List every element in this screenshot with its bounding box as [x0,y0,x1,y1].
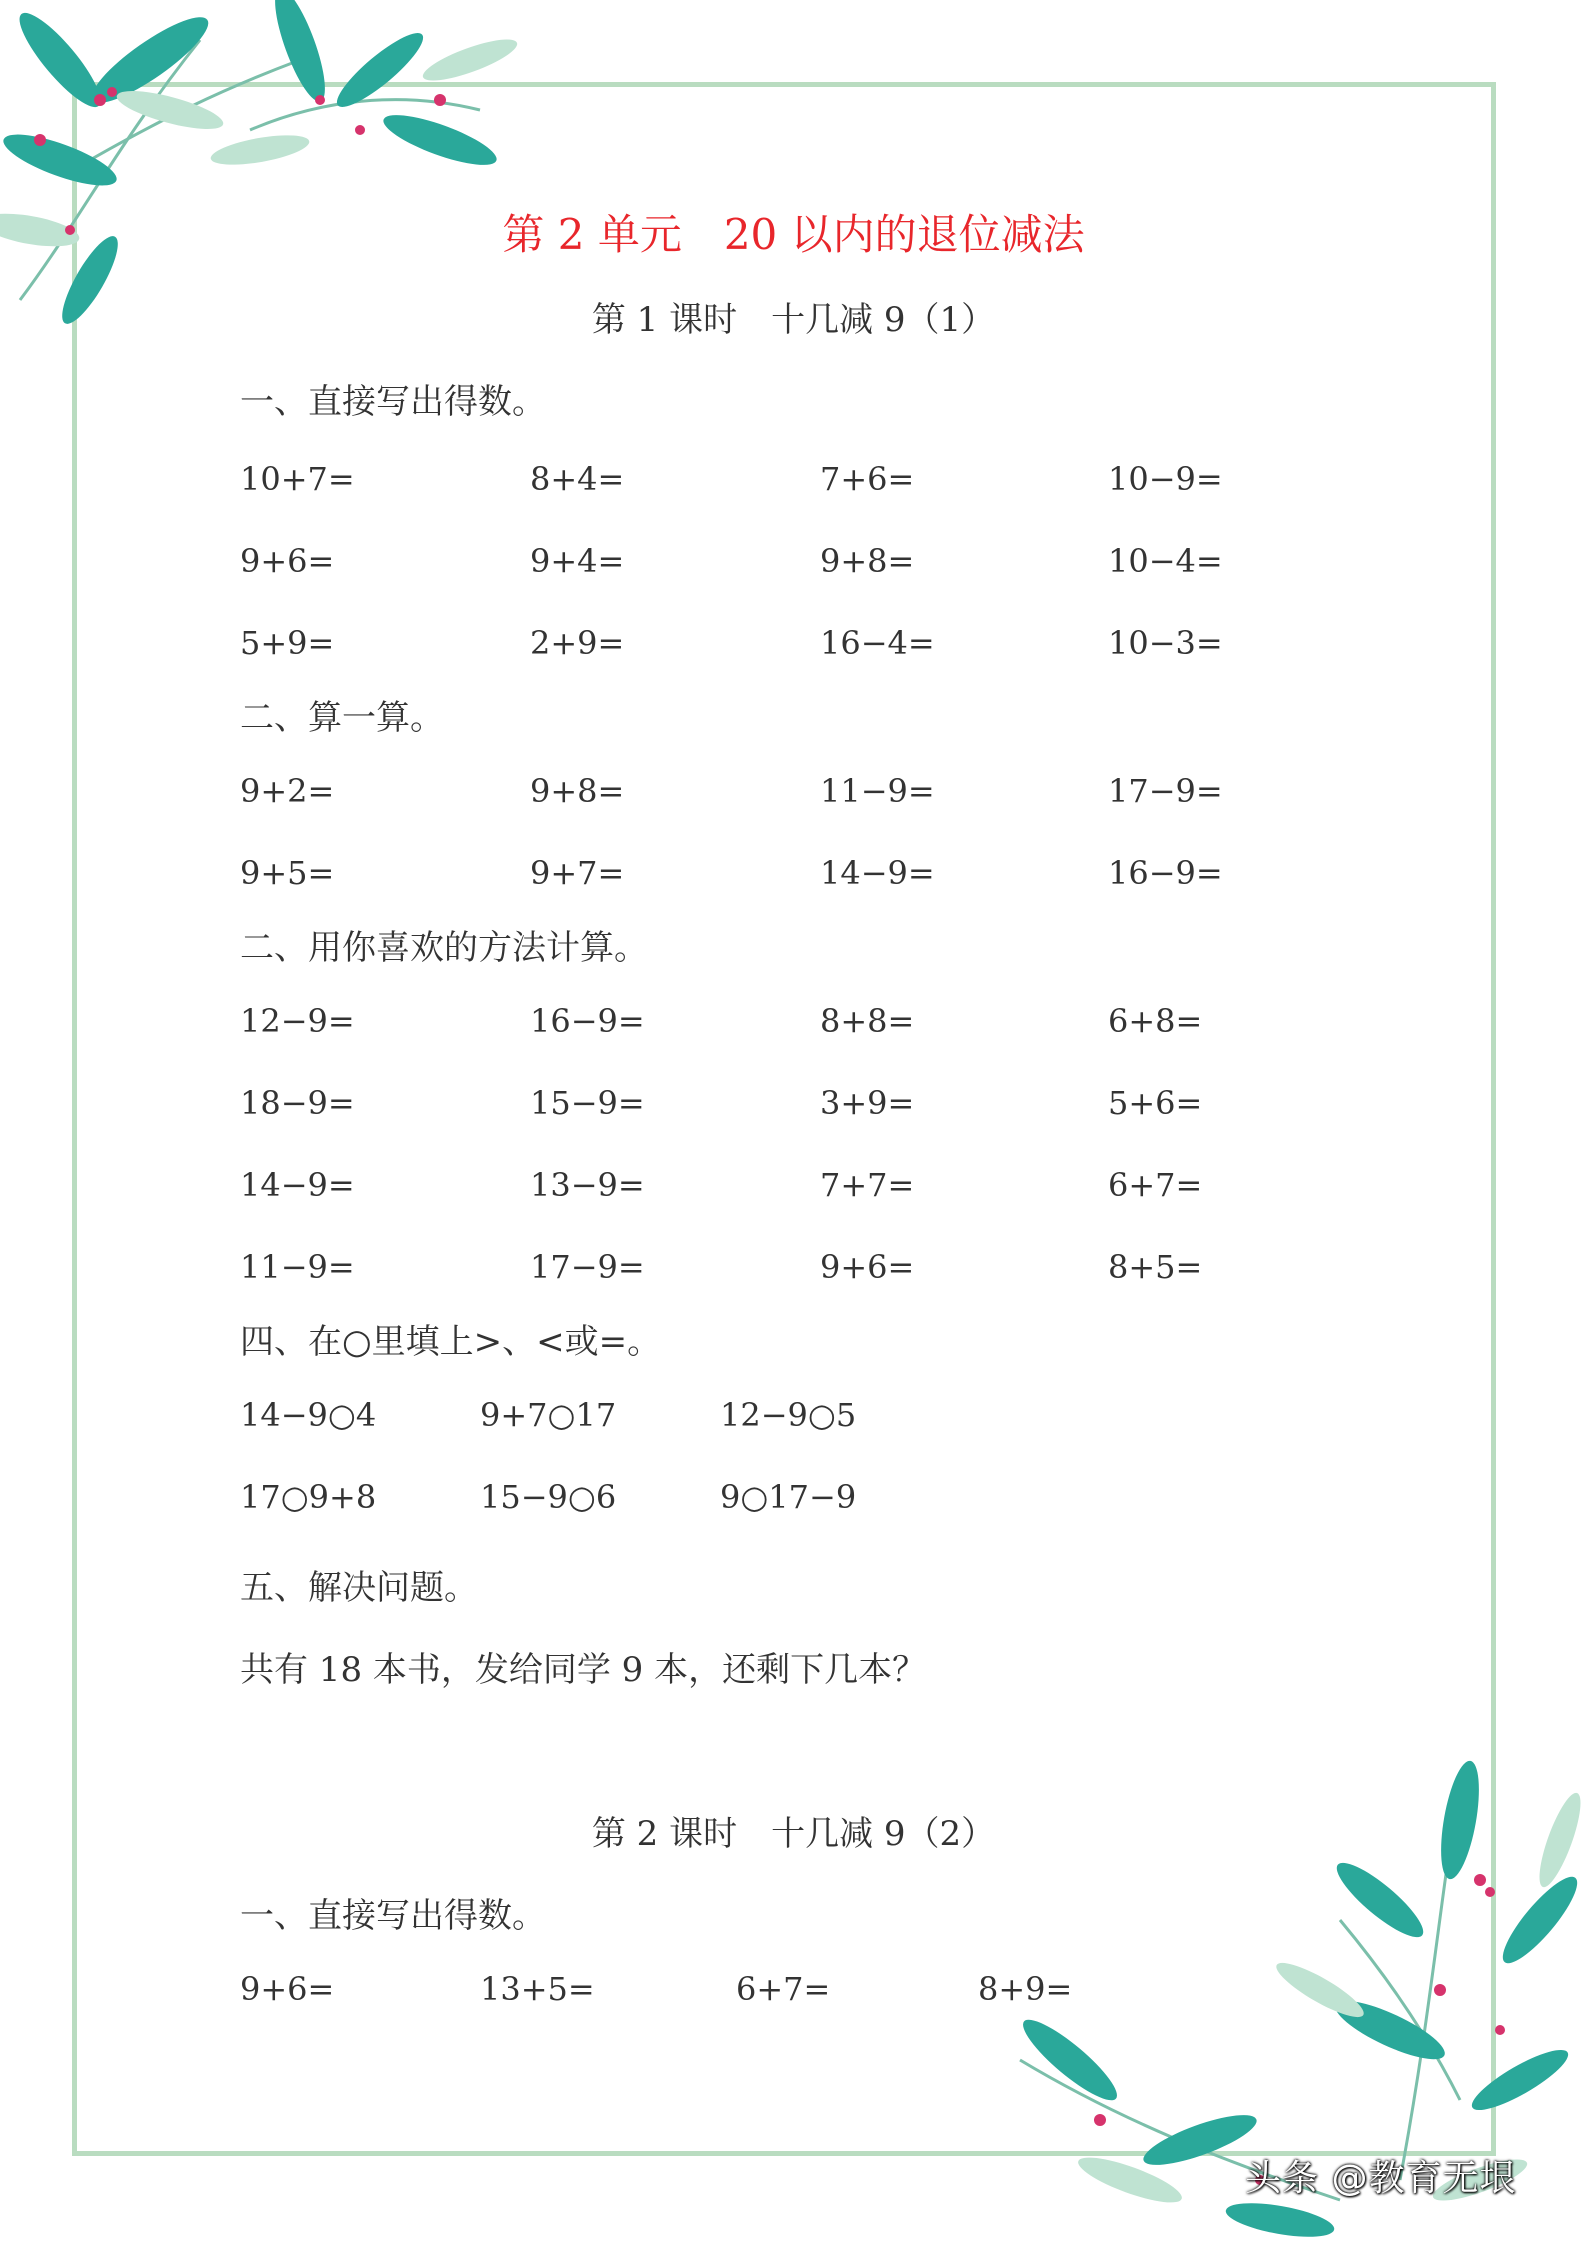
exercise-item: 6+7= [1108,1166,1203,1204]
exercise-item: 11−9= [820,772,935,810]
exercise-item: 10−4= [1108,542,1223,580]
exercise-item: 16−9= [1108,854,1223,892]
exercise-item: 10+7= [240,460,355,498]
exercise-item: 9+2= [240,772,335,810]
exercise-item: 18−9= [240,1084,355,1122]
section-3-heading: 二、用你喜欢的方法计算。 [240,928,648,968]
exercise-item: 13−9= [530,1166,645,1204]
exercise-item: 9+6= [820,1248,915,1286]
exercise-item: 14−9○4 [240,1396,377,1434]
exercise-item: 9+6= [240,1970,335,2008]
section-4-heading: 四、在○里填上>、<或=。 [240,1322,662,1362]
exercise-item: 14−9= [820,854,935,892]
word-problem: 共有 18 本书，发给同学 9 本，还剩下几本？ [240,1650,927,1690]
section-5-heading: 五、解决问题。 [240,1568,478,1608]
lesson-2-section-1-heading: 一、直接写出得数。 [240,1896,546,1936]
exercise-item: 7+6= [820,460,915,498]
exercise-item: 8+5= [1108,1248,1203,1286]
exercise-item: 16−9= [530,1002,645,1040]
exercise-item: 15−9= [530,1084,645,1122]
exercise-item: 17−9= [1108,772,1223,810]
exercise-item: 10−9= [1108,460,1223,498]
exercise-item: 9+6= [240,542,335,580]
exercise-item: 9+4= [530,542,625,580]
lesson-2-title: 第 2 课时 十几减 9（2） [591,1814,996,1854]
exercise-item: 6+8= [1108,1002,1203,1040]
unit-title: 第 2 单元 20 以内的退位减法 [502,210,1085,259]
exercise-item: 6+7= [736,1970,831,2008]
section-1-heading: 一、直接写出得数。 [240,382,546,422]
exercise-item: 8+4= [530,460,625,498]
exercise-item: 17−9= [530,1248,645,1286]
exercise-item: 5+9= [240,624,335,662]
exercise-item: 9+8= [530,772,625,810]
exercise-item: 7+7= [820,1166,915,1204]
exercise-item: 9○17−9 [720,1478,857,1516]
exercise-item: 17○9+8 [240,1478,377,1516]
exercise-item: 10−3= [1108,624,1223,662]
exercise-item: 8+8= [820,1002,915,1040]
exercise-item: 16−4= [820,624,935,662]
exercise-item: 9+5= [240,854,335,892]
exercise-item: 14−9= [240,1166,355,1204]
exercise-item: 2+9= [530,624,625,662]
exercise-item: 12−9= [240,1002,355,1040]
lesson-1-title: 第 1 课时 十几减 9（1） [591,300,996,340]
exercise-item: 9+8= [820,542,915,580]
exercise-item: 9+7= [530,854,625,892]
exercise-item: 12−9○5 [720,1396,857,1434]
exercise-item: 3+9= [820,1084,915,1122]
watermark: 头条 @教育无垠 [1245,2158,1517,2199]
exercise-item: 13+5= [480,1970,595,2008]
exercise-item: 5+6= [1108,1084,1203,1122]
exercise-item: 11−9= [240,1248,355,1286]
exercise-item: 8+9= [978,1970,1073,2008]
exercise-item: 9+7○17 [480,1396,617,1434]
section-2-heading: 二、算一算。 [240,698,444,738]
exercise-item: 15−9○6 [480,1478,617,1516]
